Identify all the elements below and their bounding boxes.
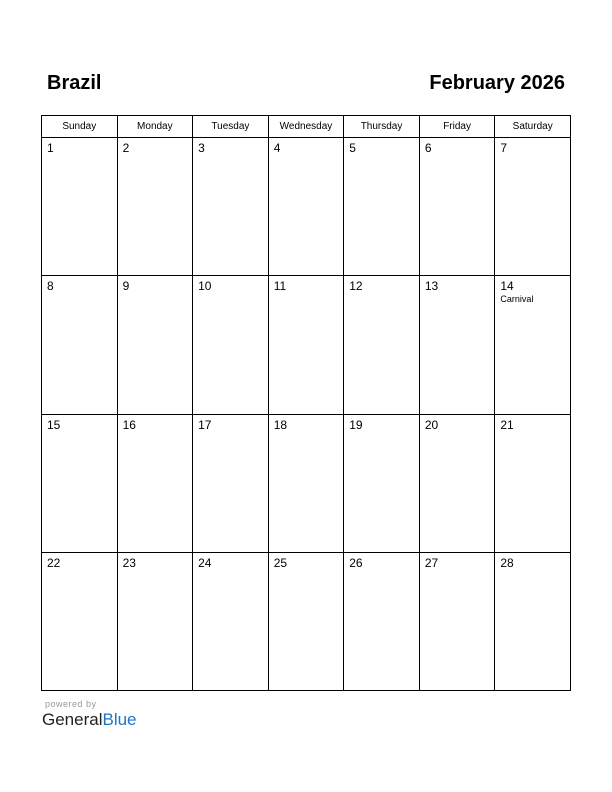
day-number: 3 <box>198 141 205 155</box>
day-number: 9 <box>122 279 130 294</box>
weekday-header-row <box>42 116 571 138</box>
day-number: 25 <box>273 555 288 570</box>
day-number: 14 <box>500 279 514 294</box>
day-number: 15 <box>47 417 61 432</box>
day-number: 7 <box>500 141 508 155</box>
day-number: 18 <box>273 417 288 432</box>
calendar-grid <box>41 115 571 691</box>
day-number: 22 <box>47 555 61 570</box>
day-cell[interactable] <box>42 276 118 414</box>
week-row <box>42 276 571 414</box>
week-row <box>42 138 571 276</box>
day-cell[interactable] <box>268 276 344 414</box>
day-cell[interactable] <box>344 138 420 276</box>
day-number: 4 <box>273 141 281 155</box>
day-number: 16 <box>122 417 136 432</box>
day-cell[interactable] <box>268 138 344 276</box>
day-cell[interactable] <box>344 552 420 690</box>
day-cell[interactable] <box>268 414 344 552</box>
day-number: 13 <box>424 279 439 294</box>
weekday-header: Thursday <box>344 116 420 138</box>
day-cell[interactable] <box>42 552 118 690</box>
day-cell[interactable] <box>419 138 495 276</box>
generalblue-logo[interactable] <box>42 710 137 730</box>
day-cell[interactable] <box>117 414 193 552</box>
day-number: 21 <box>500 417 514 432</box>
brand-blue-text: Blue <box>102 710 137 729</box>
day-number: 6 <box>424 141 432 155</box>
weekday-header: Tuesday <box>193 116 269 138</box>
holiday-label: Carnival <box>500 294 534 305</box>
weekday-header: Friday <box>419 116 495 138</box>
brand-general-text: General <box>42 710 103 729</box>
day-number: 20 <box>424 417 439 432</box>
day-number: 8 <box>47 279 54 294</box>
day-number: 1 <box>47 141 54 155</box>
day-cell[interactable] <box>495 414 571 552</box>
day-number: 12 <box>349 279 363 294</box>
day-cell[interactable] <box>193 414 269 552</box>
day-cell[interactable] <box>419 552 495 690</box>
week-row <box>42 552 571 690</box>
day-number: 17 <box>198 417 212 432</box>
week-row <box>42 414 571 552</box>
weekday-header: Wednesday <box>268 116 344 138</box>
weekday-header: Monday <box>117 116 193 138</box>
day-cell[interactable] <box>193 138 269 276</box>
weekday-header: Saturday <box>495 116 571 138</box>
day-number: 11 <box>273 279 287 294</box>
day-cell[interactable] <box>117 552 193 690</box>
day-number: 27 <box>424 555 439 570</box>
day-cell[interactable] <box>495 138 571 276</box>
day-number: 26 <box>349 555 363 570</box>
powered-by-text: powered by <box>45 699 97 709</box>
day-number: 10 <box>198 279 212 294</box>
day-cell[interactable] <box>117 276 193 414</box>
day-number: 19 <box>349 417 363 432</box>
day-cell[interactable] <box>495 552 571 690</box>
day-number: 24 <box>198 555 212 570</box>
day-cell[interactable] <box>419 414 495 552</box>
day-cell[interactable] <box>193 552 269 690</box>
day-cell[interactable] <box>268 552 344 690</box>
day-cell[interactable] <box>419 276 495 414</box>
day-number: 2 <box>122 141 130 155</box>
day-cell[interactable] <box>344 414 420 552</box>
day-cell[interactable] <box>42 414 118 552</box>
month-year-title: February 2026 <box>429 72 565 94</box>
day-cell[interactable] <box>117 138 193 276</box>
country-title: Brazil <box>47 72 102 94</box>
weekday-header: Sunday <box>42 116 118 138</box>
day-cell[interactable] <box>495 276 571 414</box>
day-cell[interactable] <box>344 276 420 414</box>
day-number: 23 <box>122 555 136 570</box>
day-number: 5 <box>349 141 356 155</box>
day-number: 28 <box>500 555 514 570</box>
day-cell[interactable] <box>42 138 118 276</box>
day-cell[interactable] <box>193 276 269 414</box>
